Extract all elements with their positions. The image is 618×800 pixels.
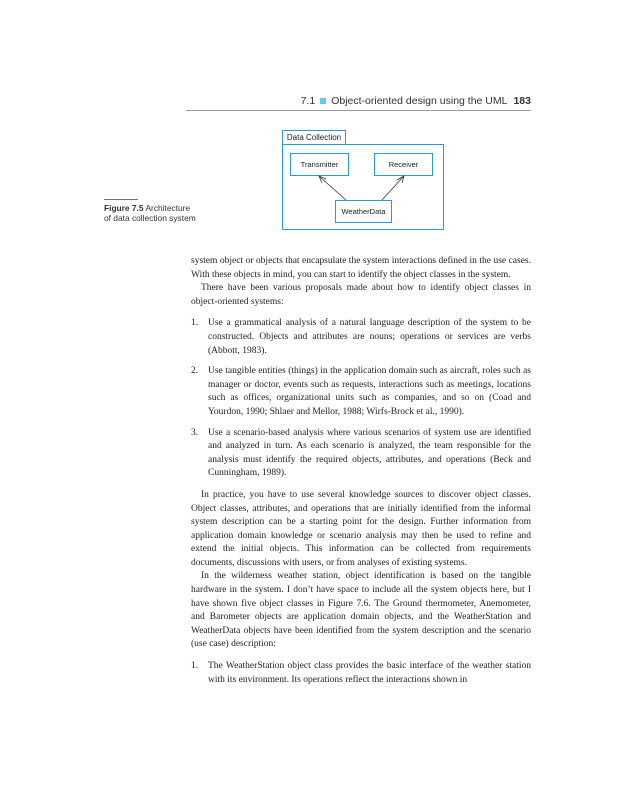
paragraph-4: In the wilderness weather station, object identification is based on the tangible hardware in the system. I don’t have space to include all the system objects here, but I have shown five object classes in Figure 7.6. The Ground thermometer, Anemometer, and Barometer objects are application domain objects, and the WeatherStation and WeatherData objects have been identified from the system description and the scenario (use case) description: bbox=[191, 571, 531, 650]
identification-methods-list bbox=[191, 317, 531, 481]
paragraph-1: system object or objects that encapsulate the system interactions defined in the use cases. With these objects in mind, you can start to identify the object classes in the system. bbox=[191, 256, 531, 280]
dependency-line-receiver bbox=[382, 177, 403, 200]
section-number: 7.1 bbox=[300, 95, 316, 107]
dependency-line-transmitter bbox=[320, 177, 346, 200]
class-weatherdata: WeatherData bbox=[335, 200, 392, 223]
class-receiver: Receiver bbox=[374, 153, 433, 176]
paragraph-3: In practice, you have to use several knowledge sources to discover object classes. Object classes, attributes, and operations that are initially identified from the informal system description can be a starting point for the design. Further information from application domain knowledge or scenario analysis may then be used to refine and extend the initial objects. This information can be collected from requirements documents, discussions with users, or from analyses of existing systems. bbox=[191, 489, 531, 568]
list-item: 1. Use a grammatical analysis of a natural language description of the system to be constructed. Objects and attributes are nouns; operations or services are verbs (Abbott, 1983). bbox=[191, 318, 531, 356]
section-title: Object-oriented design using the UML bbox=[331, 95, 508, 107]
list-item: 1. The WeatherStation object class provides the basic interface of the weather station with its environment. Its operations reflect the interactions shown in bbox=[191, 661, 531, 685]
list-item: 3. Use a scenario-based analysis where various scenarios of system use are identified and analyzed in turn. As each scenario is analyzed, the team responsible for the analysis must identify the required objects, attributes, and operations (Beck and Cunningham, 1989). bbox=[191, 427, 531, 479]
list-item: 2. Use tangible entities (things) in the application domain such as aircraft, roles such as manager or doctor, events such as requests, interactions such as meetings, locations such as offices, organizational units such as companies, and so on (Coad and Yourdon, 1990; Shlaer and Mellor, 1988; Wirfs-Brock et al., 1990). bbox=[191, 366, 531, 417]
package-tab: Data Collection bbox=[282, 130, 346, 146]
body-text bbox=[191, 255, 531, 695]
figure-label: Figure 7.5 bbox=[104, 203, 144, 213]
figure-caption-text: Architecture of data collection system bbox=[104, 203, 196, 223]
paragraph-2: There have been various proposals made about how to identify object classes in object-oriented systems: bbox=[191, 283, 531, 307]
page-number: 183 bbox=[513, 95, 531, 107]
object-classes-list bbox=[191, 660, 531, 687]
class-transmitter: Transmitter bbox=[290, 153, 349, 176]
